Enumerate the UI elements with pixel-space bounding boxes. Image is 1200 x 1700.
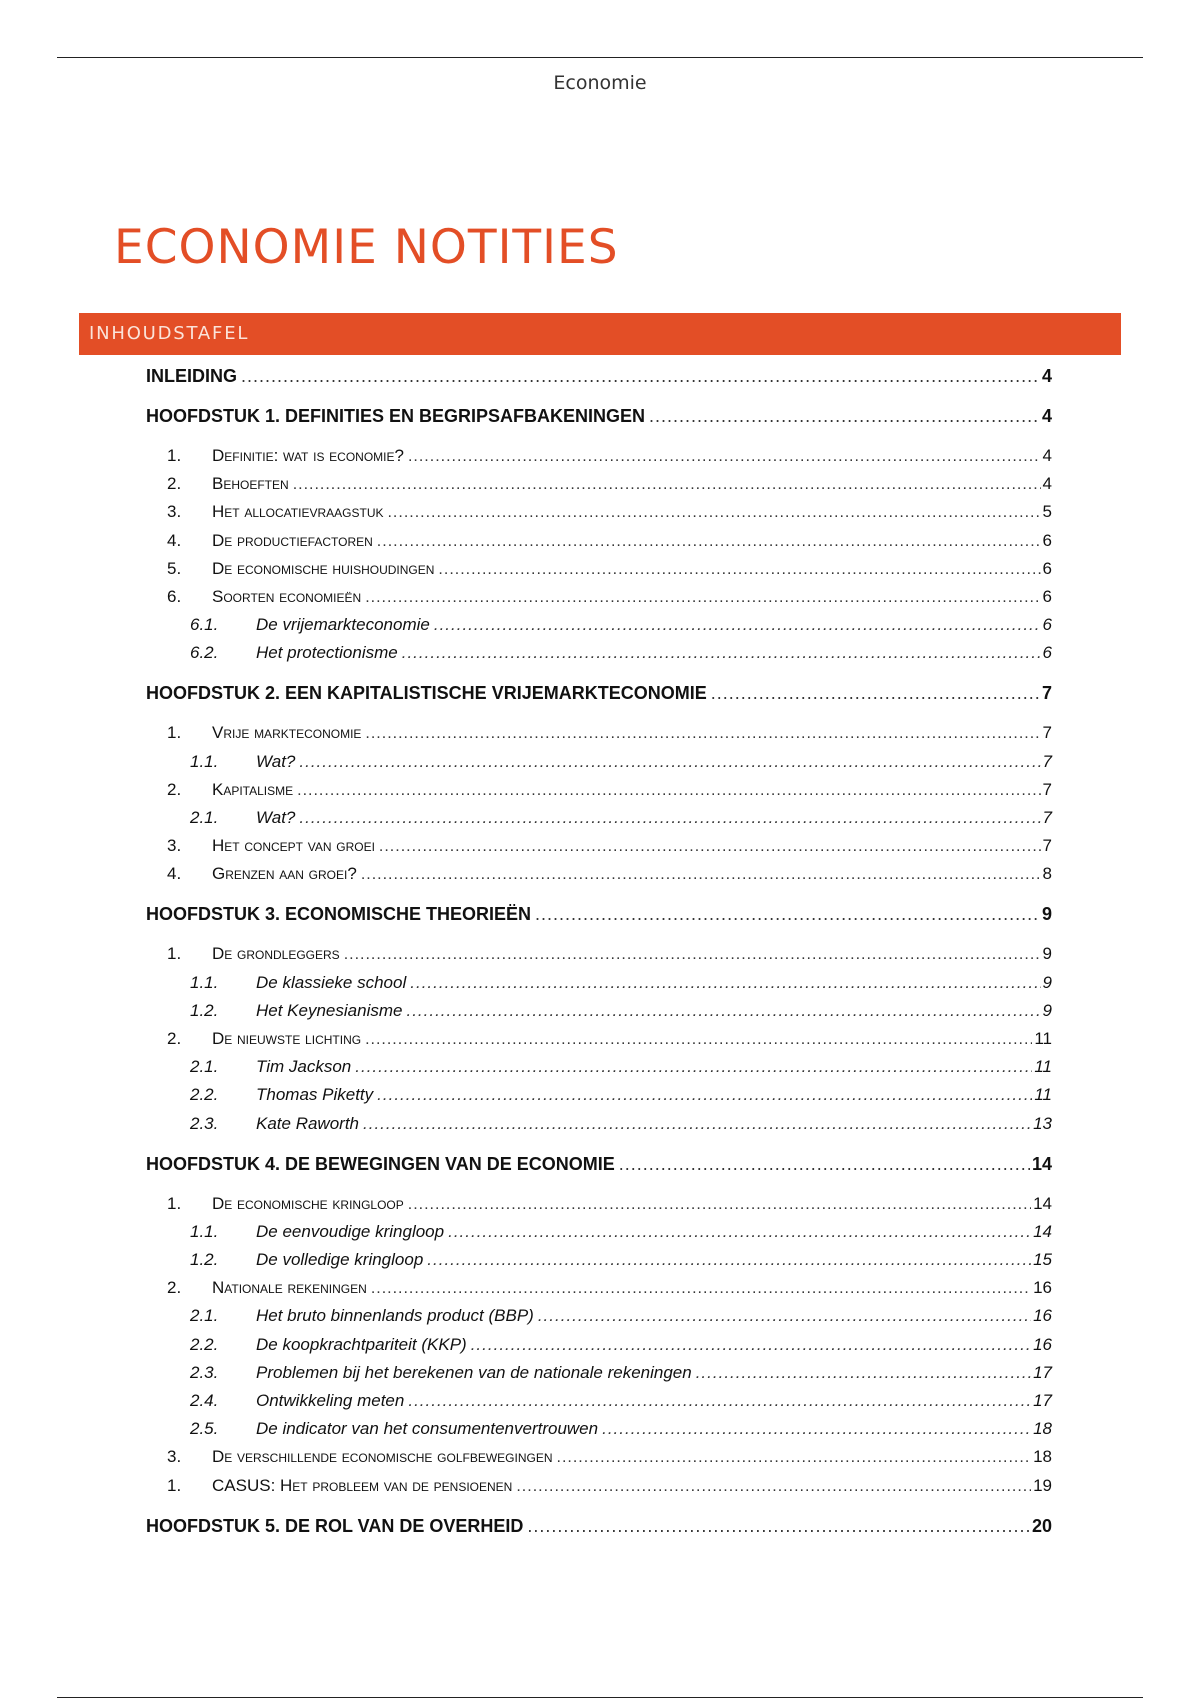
toc-entry-page: 4 xyxy=(1042,474,1052,494)
toc-entry[interactable] xyxy=(190,1363,1052,1389)
toc-entry-number: 3. xyxy=(167,1447,182,1467)
toc-entry-title: HOOFDSTUK 5. DE ROL VAN DE OVERHEID xyxy=(146,1515,524,1536)
toc-entry-number: 2.3. xyxy=(190,1113,219,1133)
toc-entry-number: 1.1. xyxy=(190,972,219,992)
toc-entry-title: Nationale rekeningen xyxy=(212,1278,367,1298)
toc-entry[interactable] xyxy=(167,474,1052,500)
toc-entry-title: INLEIDING xyxy=(146,366,238,386)
toc-entry-title: Wat? xyxy=(256,751,296,771)
toc-leader-dots xyxy=(408,1391,1031,1411)
toc-entry-page: 6 xyxy=(1042,643,1052,663)
toc-leader-dots xyxy=(557,1449,1032,1467)
toc-entry-number: 2.2. xyxy=(190,1334,219,1354)
toc-entry[interactable] xyxy=(167,1447,1052,1473)
toc-entry-number: 2.1. xyxy=(190,1057,219,1077)
toc-entry[interactable] xyxy=(190,615,1052,641)
toc-entry[interactable] xyxy=(167,559,1052,585)
toc-leader-dots xyxy=(438,561,1040,579)
toc-entry-title: Soorten economieën xyxy=(212,587,362,606)
toc-entry-page: 16 xyxy=(1033,1278,1052,1298)
toc-entry-page: 18 xyxy=(1033,1419,1052,1439)
toc-entry-number: 3. xyxy=(167,502,182,522)
toc-leader-dots xyxy=(365,725,1040,743)
toc-entry-number: 3. xyxy=(167,836,182,856)
toc-entry-page: 11 xyxy=(1034,1085,1052,1105)
toc-leader-dots xyxy=(299,808,1040,828)
toc-entry-page: 6 xyxy=(1042,615,1052,635)
toc-entry-page: 9 xyxy=(1042,944,1052,964)
toc-entry-title: De koopkrachtpariteit (KKP) xyxy=(256,1334,467,1354)
toc-leader-dots xyxy=(408,448,1041,466)
toc-leader-dots xyxy=(538,1306,1031,1326)
toc-entry-title: Het Keynesianisme xyxy=(256,1000,403,1020)
toc-entry[interactable] xyxy=(190,1419,1052,1445)
toc-leader-dots xyxy=(299,752,1040,772)
toc-entry-number: 2.2. xyxy=(190,1085,219,1105)
toc-entry-page: 4 xyxy=(1041,366,1052,386)
toc-entry[interactable] xyxy=(190,1391,1052,1417)
toc-entry[interactable] xyxy=(146,1516,1052,1542)
document-title: ECONOMIE NOTITIES xyxy=(114,220,619,275)
toc-entry-page: 6 xyxy=(1042,558,1052,578)
toc-entry[interactable] xyxy=(167,944,1052,970)
toc-entry-page: 17 xyxy=(1033,1362,1052,1382)
toc-entry-title: Het bruto binnenlands product (BBP) xyxy=(256,1306,534,1326)
toc-entry[interactable] xyxy=(190,1222,1052,1248)
toc-leader-dots xyxy=(377,1085,1032,1105)
toc-entry-title: CASUS: Het probleem van de pensioenen xyxy=(212,1475,513,1495)
toc-entry[interactable] xyxy=(167,1278,1052,1304)
toc-leader-dots xyxy=(471,1335,1031,1355)
toc-entry-number: 2.1. xyxy=(190,808,219,827)
toc-entry-title: Het concept van groei xyxy=(212,836,375,856)
toc-entry-page: 7 xyxy=(1042,779,1052,799)
toc-entry-page: 16 xyxy=(1033,1306,1052,1326)
toc-entry[interactable] xyxy=(190,973,1052,999)
toc-entry-title: HOOFDSTUK 1. DEFINITIES EN BEGRIPSAFBAKENINGEN xyxy=(146,406,646,426)
toc-entry-page: 6 xyxy=(1042,530,1052,550)
footer-rule xyxy=(57,1697,1143,1698)
toc-leader-dots xyxy=(711,683,1040,704)
toc-entry-number: 1. xyxy=(167,1475,182,1495)
toc-heading: INHOUDSTAFEL xyxy=(89,323,250,344)
toc-entry-title: De volledige kringloop xyxy=(256,1250,424,1269)
toc-entry-title: Ontwikkeling meten xyxy=(256,1391,405,1410)
toc-entry[interactable] xyxy=(190,752,1052,778)
toc-entry-title: De productiefactoren xyxy=(212,530,373,550)
toc-entry-number: 6.1. xyxy=(190,615,219,635)
toc-entry-page: 4 xyxy=(1041,406,1052,426)
toc-entry[interactable] xyxy=(190,1114,1052,1140)
toc-entry-page: 7 xyxy=(1041,683,1052,704)
toc-leader-dots xyxy=(448,1222,1031,1242)
toc-leader-dots xyxy=(696,1363,1031,1383)
toc-entry-number: 2. xyxy=(167,779,182,799)
toc-entry[interactable] xyxy=(146,366,1052,392)
toc-entry-page: 4 xyxy=(1042,446,1052,465)
toc-entry-title: Kate Raworth xyxy=(256,1113,359,1133)
toc-entry[interactable] xyxy=(167,723,1052,749)
toc-entry-title: De eenvoudige kringloop xyxy=(256,1221,445,1241)
toc-entry[interactable] xyxy=(167,531,1052,557)
toc-entry-page: 9 xyxy=(1042,972,1052,992)
toc-entry-number: 1. xyxy=(167,446,182,465)
toc-entry-title: Wat? xyxy=(256,808,296,827)
toc-leader-dots xyxy=(297,782,1040,800)
toc-entry-number: 2.5. xyxy=(190,1419,219,1439)
toc-leader-dots xyxy=(410,973,1040,993)
toc-entry-number: 1.2. xyxy=(190,1000,219,1020)
toc-leader-dots xyxy=(535,904,1040,925)
toc-entry-number: 6. xyxy=(167,587,182,606)
toc-entry-number: 6.2. xyxy=(190,643,219,663)
toc-leader-dots xyxy=(527,1516,1030,1537)
toc-entry-number: 1. xyxy=(167,723,182,743)
toc-entry[interactable] xyxy=(190,1001,1052,1027)
toc-leader-dots xyxy=(619,1154,1030,1175)
toc-leader-dots xyxy=(344,946,1041,964)
toc-entry[interactable] xyxy=(146,904,1052,930)
toc-entry-page: 18 xyxy=(1033,1447,1052,1467)
toc-entry-number: 2.4. xyxy=(190,1391,219,1410)
toc-entry-number: 4. xyxy=(167,864,182,884)
toc-leader-dots xyxy=(649,406,1040,427)
toc-entry-page: 7 xyxy=(1042,808,1052,827)
toc-entry-page: 7 xyxy=(1042,723,1052,743)
toc-entry-title: De economische huishoudingen xyxy=(212,558,435,578)
toc-entry-number: 5. xyxy=(167,558,182,578)
toc-entry-page: 5 xyxy=(1042,502,1052,522)
toc-leader-dots xyxy=(402,643,1041,663)
toc-entry[interactable] xyxy=(167,446,1052,472)
toc-entry-title: Het protectionisme xyxy=(256,643,398,663)
toc-entry-title: De vrijemarkteconomie xyxy=(256,615,430,635)
toc-leader-dots xyxy=(241,366,1040,387)
toc-entry-number: 2.3. xyxy=(190,1362,219,1382)
toc-entry-page: 9 xyxy=(1042,1000,1052,1020)
toc-entry-title: Behoeften xyxy=(212,474,289,494)
toc-heading-bar xyxy=(79,313,1121,355)
toc-leader-dots xyxy=(365,589,1040,607)
toc-entry[interactable] xyxy=(190,643,1052,669)
toc-leader-dots xyxy=(361,866,1041,884)
toc-entry-page: 16 xyxy=(1033,1334,1052,1354)
toc-entry-title: Kapitalisme xyxy=(212,779,294,799)
toc-entry-page: 7 xyxy=(1042,836,1052,856)
toc-entry-number: 2. xyxy=(167,1029,182,1048)
toc-entry-title: Problemen bij het berekenen van de nationale rekeningen xyxy=(256,1362,692,1382)
toc-entry-title: De indicator van het consumentenvertrouwen xyxy=(256,1419,599,1439)
toc-entry-title: Definitie: wat is economie? xyxy=(212,446,404,465)
toc-entry-page: 9 xyxy=(1041,904,1052,925)
toc-entry-page: 17 xyxy=(1033,1391,1052,1410)
toc-entry-title: De klassieke school xyxy=(256,972,407,992)
toc-leader-dots xyxy=(602,1419,1031,1439)
running-header: Economie xyxy=(553,72,647,94)
toc-leader-dots xyxy=(408,1196,1031,1214)
toc-entry[interactable] xyxy=(167,587,1052,613)
toc-entry-page: 6 xyxy=(1042,587,1052,606)
toc-entry[interactable] xyxy=(190,1335,1052,1361)
toc-entry[interactable] xyxy=(167,1194,1052,1220)
toc-entry[interactable] xyxy=(146,1154,1052,1180)
toc-leader-dots xyxy=(434,615,1041,635)
toc-entry-title: De economische kringloop xyxy=(212,1193,404,1213)
toc-leader-dots xyxy=(379,838,1041,856)
toc-entry-number: 1. xyxy=(167,944,182,964)
header-rule xyxy=(57,57,1143,58)
toc-entry-number: 1.2. xyxy=(190,1250,219,1269)
toc-entry-title: HOOFDSTUK 2. EEN KAPITALISTISCHE VRIJEMARKTECONOMIE xyxy=(146,683,707,704)
toc-entry-title: HOOFDSTUK 3. ECONOMISCHE THEORIEËN xyxy=(146,904,532,925)
toc-entry[interactable] xyxy=(190,1057,1052,1083)
toc-entry-title: HOOFDSTUK 4. DE BEWEGINGEN VAN DE ECONOMIE xyxy=(146,1153,615,1174)
toc-entry[interactable] xyxy=(167,1476,1052,1502)
toc-entry[interactable] xyxy=(167,502,1052,528)
toc-entry-page: 7 xyxy=(1042,751,1052,771)
toc-entry-title: De nieuwste lichting xyxy=(212,1029,362,1048)
toc-entry-page: 14 xyxy=(1031,1153,1052,1174)
toc-entry-page: 14 xyxy=(1033,1221,1052,1241)
toc-entry[interactable] xyxy=(190,1085,1052,1111)
toc-leader-dots xyxy=(363,1114,1031,1134)
toc-leader-dots xyxy=(355,1057,1032,1077)
toc-entry-number: 1.1. xyxy=(190,1221,219,1241)
toc-entry-number: 2. xyxy=(167,474,182,494)
toc-leader-dots xyxy=(516,1478,1031,1496)
toc-entry-title: Het allocatievraagstuk xyxy=(212,502,384,522)
toc-entry[interactable] xyxy=(146,406,1052,432)
toc-entry[interactable] xyxy=(167,864,1052,890)
toc-entry-page: 20 xyxy=(1031,1515,1052,1536)
toc-entry[interactable] xyxy=(190,1306,1052,1332)
toc-leader-dots xyxy=(365,1031,1032,1049)
toc-entry-title: De verschillende economische golfbewegingen xyxy=(212,1447,553,1467)
toc-entry[interactable] xyxy=(190,808,1052,834)
toc-entry[interactable] xyxy=(167,780,1052,806)
toc-leader-dots xyxy=(377,533,1041,551)
toc-entry-title: Tim Jackson xyxy=(256,1057,352,1077)
toc-entry-page: 15 xyxy=(1033,1250,1052,1269)
toc-leader-dots xyxy=(371,1280,1031,1298)
toc-entry-number: 4. xyxy=(167,530,182,550)
toc-entry[interactable] xyxy=(190,1250,1052,1276)
toc-entry-number: 2. xyxy=(167,1278,182,1298)
toc-entry-page: 11 xyxy=(1034,1057,1052,1077)
toc-entry-title: Vrije markteconomie xyxy=(212,723,362,743)
toc-entry-number: 1. xyxy=(167,1193,182,1213)
toc-entry-title: Thomas Piketty xyxy=(256,1085,374,1105)
toc-leader-dots xyxy=(406,1001,1040,1021)
toc-entry[interactable] xyxy=(167,1029,1052,1055)
toc-entry-page: 19 xyxy=(1033,1475,1052,1495)
toc-entry[interactable] xyxy=(167,836,1052,862)
toc-entry-title: De grondleggers xyxy=(212,944,340,964)
toc-entry-title: Grenzen aan groei? xyxy=(212,864,357,884)
toc-leader-dots xyxy=(427,1250,1031,1270)
toc-leader-dots xyxy=(293,476,1041,494)
toc-entry-number: 2.1. xyxy=(190,1306,219,1326)
toc-leader-dots xyxy=(387,504,1040,522)
toc-entry-page: 14 xyxy=(1033,1193,1052,1213)
toc-entry-page: 13 xyxy=(1033,1113,1052,1133)
toc-entry-page: 8 xyxy=(1042,864,1052,884)
toc-entry-number: 1.1. xyxy=(190,751,219,771)
toc-entry[interactable] xyxy=(146,683,1052,709)
toc-entry-page: 11 xyxy=(1034,1029,1052,1048)
